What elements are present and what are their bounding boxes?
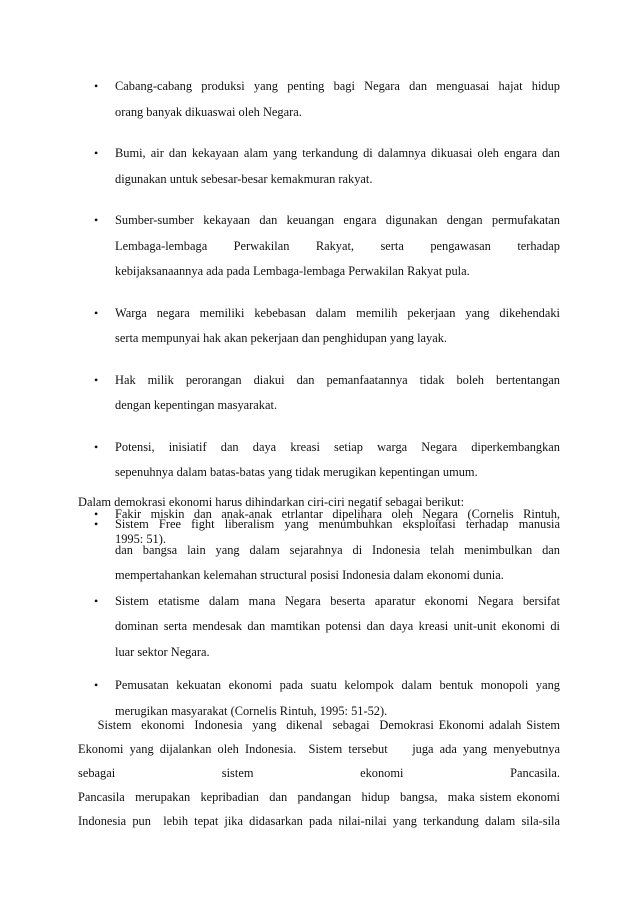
bullet-icon: • [94, 593, 99, 608]
text-line: merugikan masyarakat (Cornelis Rintuh, 1995: 51-52). [115, 703, 388, 718]
text-line: Cabang-cabang produksi yang penting bagi Negara dan menguasai hajat hidup [115, 79, 560, 93]
closing-paragraph [78, 713, 560, 833]
text-line: Potensi, inisiatif dan daya kreasi setiap warga Negara diperkembangkan [115, 439, 560, 454]
text-line: Ekonomi yang dijalankan oleh Indonesia. Sistem tersebut juga ada yang menyebutnya [78, 742, 560, 756]
bullet-icon: • [94, 678, 99, 692]
list-item-text [115, 208, 560, 285]
list-item-text [115, 435, 560, 486]
text-line: 1995: 51). [115, 532, 166, 546]
bullet-icon: • [94, 506, 99, 521]
text-line: dominan serta mendesak dan mamtikan potensi dan daya kreasi unit-unit ekonomi di [115, 619, 560, 633]
text-line: luar sektor Negara. [115, 644, 210, 659]
list-item-text [115, 301, 560, 352]
principles-list [0, 74, 638, 553]
text-line: dan bangsa lain yang dalam sejarahnya di Indonesia telah menimbulkan dan [115, 542, 560, 557]
list-item [0, 301, 638, 352]
text-line: Sistem ekonomi Indonesia yang dikenal sebagai Demokrasi Ekonomi adalah Sistem [78, 718, 561, 732]
list-item-text [115, 141, 560, 192]
bullet-icon: • [94, 517, 99, 531]
text-line: Fakir miskin dan anak-anak etrlantar dipelihara oleh Negara (Cornelis Rintuh, [115, 506, 560, 521]
bullet-icon: • [94, 439, 99, 454]
text-line: serta mempunyai hak akan pekerjaan dan penghidupan yang layak. [115, 331, 448, 345]
list-item [0, 141, 638, 192]
list-item-text [115, 74, 560, 125]
text-line: Indonesia pun lebih tepat jika didasarkan pada nilai-nilai yang terkandung dalam sila-sila [78, 814, 560, 828]
text-line: Sistem etatisme dalam mana Negara beserta aparatur ekonomi Negara bersifat [115, 593, 560, 608]
list-item-text [115, 512, 560, 589]
list-item [0, 208, 638, 285]
intro-text: Dalam demokrasi ekonomi harus dihindarkan ciri-ciri negatif sebagai berikut: [78, 495, 465, 509]
bullet-icon: • [94, 305, 99, 320]
text-line: Lembaga-lembaga Perwakilan Rakyat, serta pengawasan terhadap [115, 238, 560, 253]
bullet-icon: • [94, 213, 99, 227]
text-line: Warga negara memiliki kebebasan dalam memilih pekerjaan yang dikehendaki [115, 305, 560, 320]
list-item [0, 435, 638, 486]
negative-traits-list [0, 512, 638, 724]
text-line: mempertahankan kelemahan structural posisi Indonesia dalam ekonomi dunia. [115, 568, 504, 582]
text-line: kebijaksanaannya ada pada Lembaga-lembaga Perwakilan Rakyat pula. [115, 264, 470, 278]
text-line: sebagai sistem ekonomi Pancasila. [78, 766, 560, 780]
list-item [0, 512, 638, 589]
text-line: Bumi, air dan kekayaan alam yang terkandung di dalamnya dikuasai oleh engara dan [115, 146, 560, 160]
bullet-icon: • [94, 372, 99, 387]
text-line: orang banyak dikuaswai oleh Negara. [115, 104, 302, 119]
text-line: dengan kepentingan masyarakat. [115, 398, 278, 412]
text-line: Hak milik perorangan diakui dan pemanfaatannya tidak boleh bertentangan [115, 372, 560, 387]
list-item-text [115, 368, 560, 419]
list-item [0, 589, 638, 666]
text-line: digunakan untuk sebesar-besar kemakmuran rakyat. [115, 171, 373, 186]
text-line: Pancasila merupakan kepribadian dan pandangan hidup bangsa, maka sistem ekonomi [78, 790, 560, 804]
bullet-icon: • [94, 146, 99, 160]
text-line: Sistem Free fight liberalism yang menumbuhkan eksploitasi terhadap manusia [115, 517, 560, 531]
bullet-icon: • [94, 79, 99, 93]
text-line: Pemusatan kekuatan ekonomi pada suatu kelompok dalam bentuk monopoli yang [115, 678, 560, 692]
list-item [0, 368, 638, 419]
intro-paragraph [78, 490, 560, 514]
text-line: sepenuhnya dalam batas-batas yang tidak merugikan kepentingan umum. [115, 465, 478, 479]
text-line: Sumber-sumber kekayaan dan keuangan engara digunakan dengan permufakatan [115, 213, 560, 227]
list-item [0, 74, 638, 125]
list-item-text [115, 589, 560, 666]
